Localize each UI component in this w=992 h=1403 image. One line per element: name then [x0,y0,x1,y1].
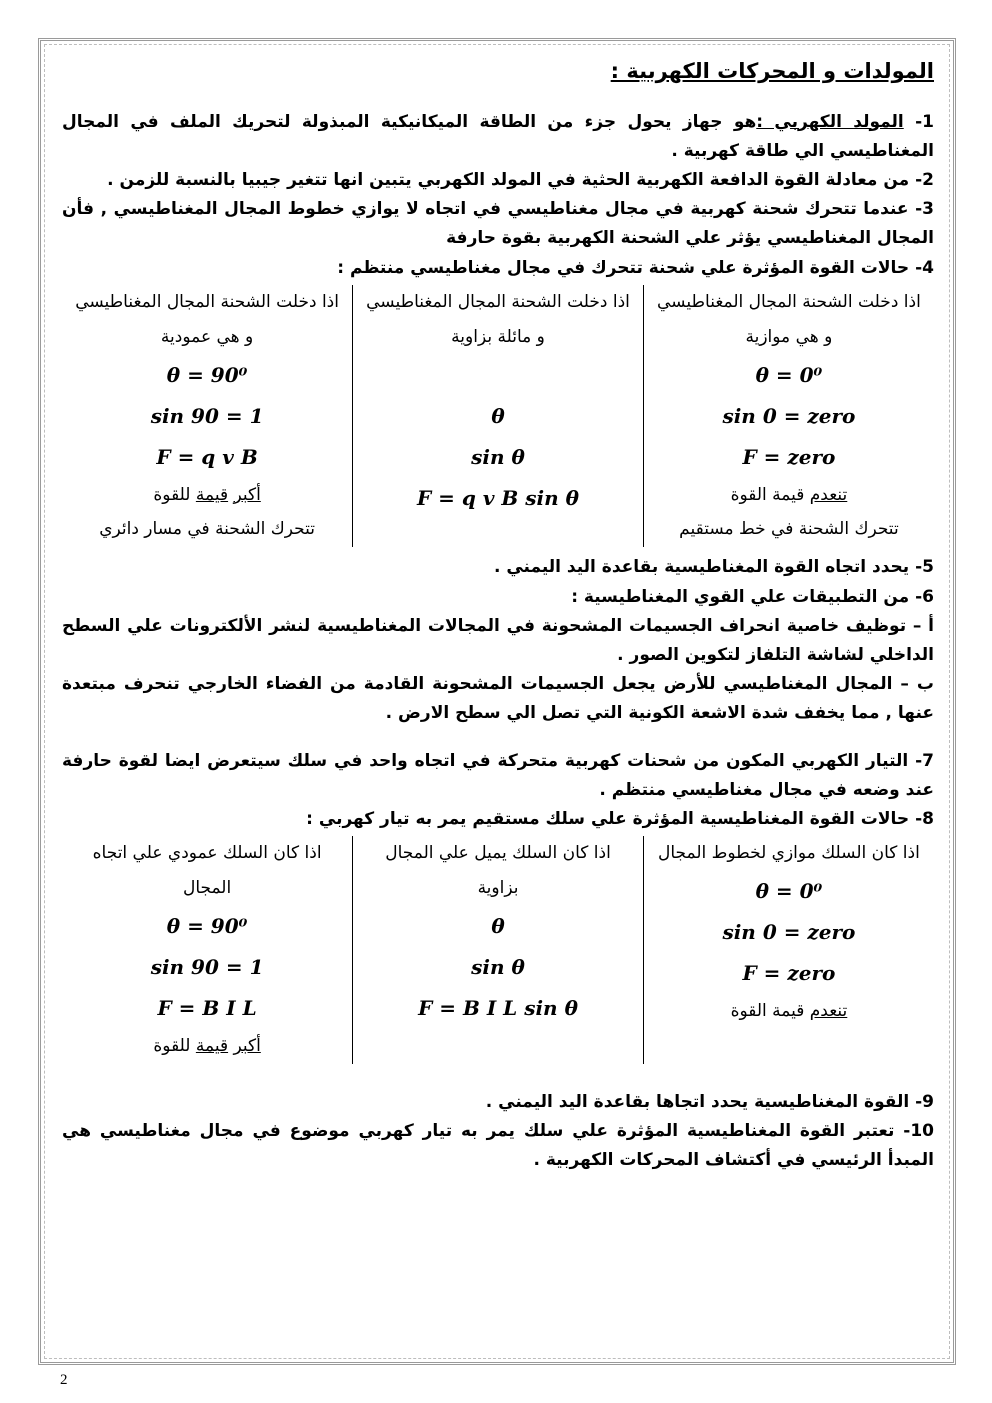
paragraph-9: 9- القوة المغناطيسية يحدد اتجاها بقاعدة اليد اليمني . [485,1091,934,1112]
paragraph-1-text: هو جهاز يحول جزء من الطاقة الميكانيكية المبذولة لتحريك الملف في المجال المغناطيسي الي طاقة كهربية . [62,111,934,161]
case-heading: اذا كان السلك موازي لخطوط المجال [658,843,920,864]
case-angle: θ = 0⁰ [755,362,823,387]
case-result-underlined: أكبر [233,1036,261,1057]
case-result-text: قيمة القوة [730,484,810,505]
case-force: F = B I L sin θ [418,996,578,1021]
case-sine: sin 90 = 1 [150,403,264,428]
charge-case-inclined [353,285,644,547]
case-heading: اذا دخلت الشحنة المجال المغناطيسي و مائلة بزاوية [366,291,630,347]
case-result-underlined: تنعدم [809,484,848,505]
case-result-underlined: قيمة [195,1036,229,1057]
charge-case-perpendicular [62,285,353,547]
case-force: F = q v B sin θ [417,485,579,510]
case-angle: θ = 90⁰ [166,362,248,387]
charge-case-parallel [643,285,934,547]
case-force: F = zero [742,961,836,986]
paragraph-1 [62,108,934,166]
case-angle: θ [491,403,505,428]
case-result [72,478,342,513]
case-result-text: للقوة [153,1036,196,1057]
page-number: 2 [60,1372,68,1388]
paragraph-1-term: المولد الكهربي : [756,111,904,132]
page-title: المولدات و المحركات الكهربية : [610,59,934,83]
case-result [654,478,924,513]
case-force: F = q v B [156,444,258,469]
case-heading: اذا كان السلك يميل علي المجال بزاوية [385,843,611,899]
paragraph-2: 2- من معادلة القوة الدافعة الكهربية الحثية في المولد الكهربي يتبين انها تتغير جيبيا بالنسبة للزمن . [107,169,934,190]
case-sine: sin θ [471,444,525,469]
case-result-underlined: تنعدم [809,1001,848,1022]
case-result [654,994,924,1029]
document-body [62,56,934,1356]
paragraph-4: 4- حالات القوة المؤثرة علي شحنة تتحرك في مجال مغناطيسي منتظم : [337,257,934,278]
case-heading: اذا كان السلك عمودي علي اتجاه المجال [92,843,322,899]
case-force: F = B I L [157,996,257,1021]
paragraph-1-number: 1- [915,111,934,132]
case-empty-row [654,1029,924,1064]
case-motion: تتحرك الشحنة في مسار دائري [99,519,315,540]
paragraph-6b: ب – المجال المغناطيسي للأرض يجعل الجسيمات المشحونة القادمة من الفضاء الخارجي تنحرف مبتعدة عنها , مما يخفف شدة الاشعة الكونية التي تصل الي سطح الارض . [62,674,934,724]
case-result-text: قيمة القوة [730,1001,810,1022]
paragraph-8: 8- حالات القوة المغناطيسية المؤثرة علي سلك مستقيم يمر به تيار كهربي : [306,809,934,830]
case-heading: اذا دخلت الشحنة المجال المغناطيسي و هي عمودية [75,291,339,347]
case-angle: θ [491,914,505,939]
case-angle [363,355,633,396]
paragraph-7: 7- التيار الكهربي المكون من شحنات كهربية متحركة في اتجاه واحد في سلك سيتعرض ايضا لقوة حارفة عند وضعه في مجال مغناطيسي منتظم . [62,750,934,800]
case-force: F = zero [742,444,836,469]
case-sine: sin 0 = zero [722,920,856,945]
case-motion: تتحرك الشحنة في خط مستقيم [679,519,899,540]
case-sine: sin θ [471,955,525,980]
paragraph-10: 10- تعتبر القوة المغناطيسية المؤثرة علي سلك يمر به تيار كهربي موضوع في مجال مغناطيسي هي المبدأ الرئيسي في أكتشاف المحركات الكهربية . [62,1121,934,1171]
paragraph-3: 3- عندما تتحرك شحنة كهربية في مجال مغناطيسي في اتجاه لا يوازي خطوط المجال المغناطيسي , فأن المجال المغناطيسي يؤثر علي الشحنة الكهربية بقوة حارفة [62,199,934,249]
case-angle: θ = 0⁰ [755,879,823,904]
case-result [72,1029,342,1064]
case-sine: sin 90 = 1 [150,955,264,980]
paragraph-6: 6- من التطبيقات علي القوي المغناطيسية : [571,586,934,607]
wire-force-cases-table [62,836,934,1064]
wire-case-parallel [643,836,934,1064]
paragraph-6a: أ – توظيف خاصية انحراف الجسيمات المشحونة في المجالات المغناطيسية لنشر الألكترونات علي السطح الداخلي لشاشة التلفاز لتكوين الصور . [62,615,934,665]
case-result-text: للقوة [153,484,196,505]
spacer [62,1070,934,1088]
spacer [62,729,934,747]
wire-case-inclined [353,836,644,1064]
charge-force-cases-table [62,285,934,547]
case-result-underlined: قيمة [195,484,229,505]
case-heading: اذا دخلت الشحنة المجال المغناطيسي و هي موازية [657,291,921,347]
paragraph-5: 5- يحدد اتجاه القوة المغناطيسية بقاعدة اليد اليمني . [493,557,934,578]
case-angle: θ = 90⁰ [166,914,248,939]
case-result-underlined: أكبر [233,484,261,505]
wire-case-perpendicular [62,836,353,1064]
case-sine: sin 0 = zero [722,403,856,428]
